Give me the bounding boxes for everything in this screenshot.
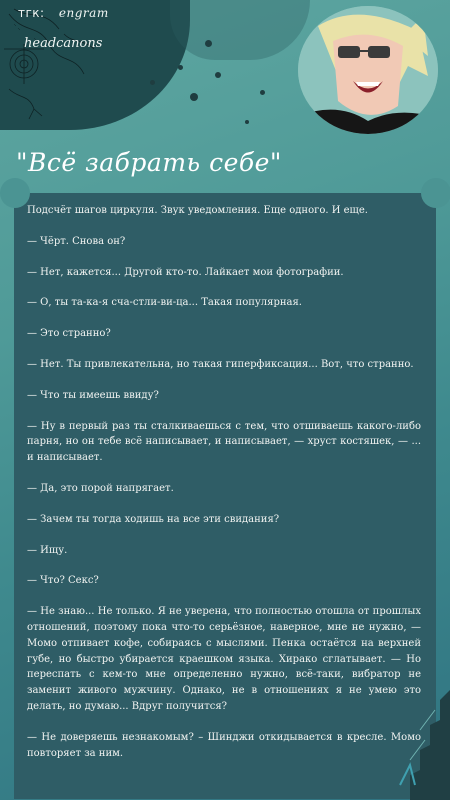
story-paragraph: — Не знаю... Не только. Я не уверена, что полностью отошла от прошлых отношений, поэтому пока что-то серьёзное, наверное, мне не нужно, — Момо отпивает кофе, собираясь с мыслями. Пенка остаётся на верхней губе, но быстро убирается краешком языка. Хирако сглатывает. — Но переспать с кем-то мне определенно нужно, всё-таки, вибратор не заменит живого мужчину. Однако, не в отношениях я не умею это делать, но думаю... Вдруг получится? bbox=[27, 606, 421, 712]
channel-tag bbox=[18, 6, 109, 20]
story-paragraph: — Это странно? bbox=[27, 328, 111, 340]
story-paragraph: — Ну в первый раз ты сталкиваешься с тем, что отшиваешь какого-либо парня, но он тебе всё написывает, и написывает, — хруст костяшек, — ... и написывает. bbox=[27, 420, 421, 464]
character-illustration bbox=[298, 6, 438, 134]
story-paragraph: Подсчёт шагов циркуля. Звук уведомления. Еще одного. И еще. bbox=[27, 205, 368, 216]
lace-ornament bbox=[4, 4, 144, 124]
story-paragraph: — Чёрт. Снова он? bbox=[27, 235, 126, 247]
panel-notch-top-left bbox=[0, 178, 30, 208]
story-text bbox=[27, 203, 421, 761]
channel-tag-label: тгк: bbox=[18, 6, 45, 20]
story-paragraph: — Ищу. bbox=[27, 544, 68, 556]
story-paragraph: — О, ты та-ка-я сча-стли-ви-ца... Такая популярная. bbox=[27, 297, 302, 309]
subtitle: headcanons bbox=[24, 36, 103, 51]
page-title: "Всё забрать себе" bbox=[16, 148, 282, 177]
story-paragraph: — Зачем ты тогда ходишь на все эти свидания? bbox=[27, 513, 280, 525]
staircase-ornament bbox=[380, 690, 450, 800]
channel-tag-value: engram bbox=[58, 6, 109, 20]
character-portrait bbox=[290, 6, 445, 134]
decorative-blob-secondary bbox=[170, 0, 310, 60]
story-paragraph: — Нет, кажется... Другой кто-то. Лайкает мои фотографии. bbox=[27, 266, 344, 278]
story-paragraph: — Что ты имеешь ввиду? bbox=[27, 389, 159, 401]
story-paragraph: — Нет. Ты привлекательна, но такая гиперфиксация... Вот, что странно. bbox=[27, 358, 414, 370]
story-paragraph: — Не доверяешь незнакомым? – Шинджи откидывается в кресле. Момо повторяет за ним. bbox=[27, 731, 421, 759]
panel-notch-top-right bbox=[421, 178, 450, 208]
story-paragraph: — Да, это порой напрягает. bbox=[27, 482, 174, 494]
story-paragraph: — Что? Секс? bbox=[27, 575, 99, 587]
